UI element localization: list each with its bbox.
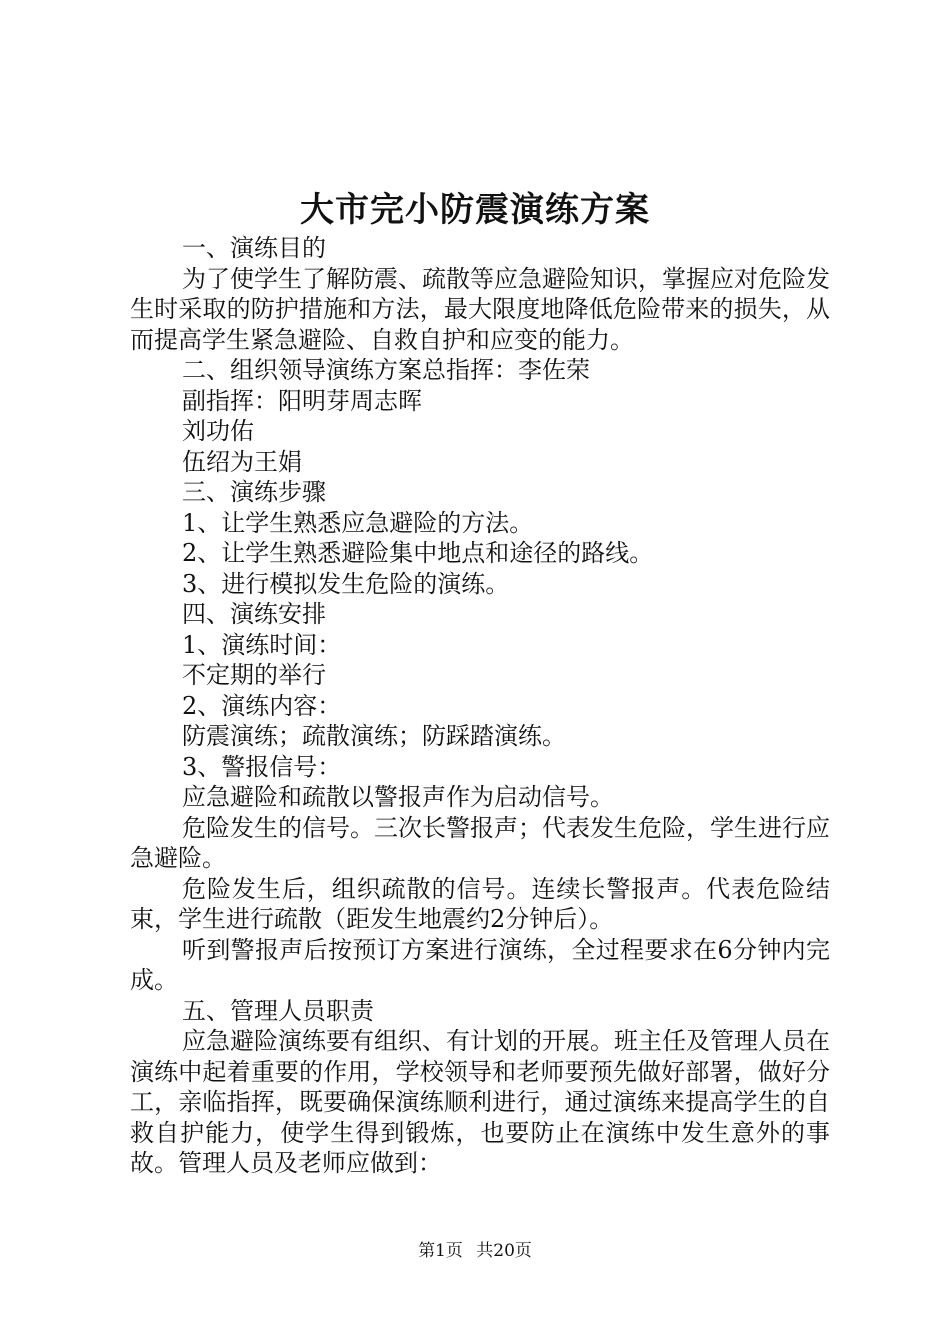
arrangement-time-value: 不定期的举行 xyxy=(182,661,326,689)
body-paragraph-purpose: 为了使学生了解防震、疏散等应急避险知识，掌握应对危险发生时采取的防护措施和方法，最大限度地降低危险带来的损失，从而提高学生紧急避险、自救自护和应变的能力。 xyxy=(130,264,830,354)
section-heading-organization: 二、组织领导演练方案总指挥：李佐荣 xyxy=(182,356,590,384)
arrangement-content-label: 2、演练内容： xyxy=(182,691,342,720)
document-title: 大市完小防震演练方案 xyxy=(300,190,650,230)
body-line-member-1: 刘功佑 xyxy=(182,417,254,445)
signal-danger-paragraph: 危险发生的信号。三次长警报声；代表发生危险，学生进行应急避险。 xyxy=(130,813,830,872)
signal-evacuate-paragraph: 危险发生后，组织疏散的信号。连续长警报声。代表危险结束，学生进行疏散（距发生地震约2分钟后）。 xyxy=(130,874,830,933)
body-line-deputy: 副指挥：阳明芽周志晖 xyxy=(182,386,422,415)
section-heading-steps: 三、演练步骤 xyxy=(182,478,326,506)
document-body xyxy=(130,233,830,1179)
section-heading-arrangement: 四、演练安排 xyxy=(182,600,326,628)
arrangement-signal-desc: 应急避险和疏散以警报声作为启动信号。 xyxy=(182,783,614,811)
step-item-1: 1、让学生熟悉应急避险的方法。 xyxy=(182,508,534,537)
arrangement-content-value: 防震演练；疏散演练；防踩踏演练。 xyxy=(182,722,566,750)
arrangement-time-label: 1、演练时间： xyxy=(182,630,342,659)
step-item-3: 3、进行模拟发生危险的演练。 xyxy=(182,569,510,598)
section-heading-duties: 五、管理人员职责 xyxy=(182,996,374,1025)
signal-timing-paragraph: 听到警报声后按预订方案进行演练，全过程要求在6分钟内完成。 xyxy=(130,935,830,994)
page-total: 共20页 xyxy=(476,1241,532,1261)
page-footer xyxy=(0,1240,950,1262)
arrangement-signal-label: 3、警报信号： xyxy=(182,752,342,781)
section-heading-purpose: 一、演练目的 xyxy=(182,234,326,262)
step-item-2: 2、让学生熟悉避险集中地点和途径的路线。 xyxy=(182,539,654,567)
page-number: 第1页 xyxy=(418,1241,463,1261)
body-line-member-2: 伍绍为王娟 xyxy=(182,447,302,476)
body-paragraph-duties: 应急避险演练要有组织、有计划的开展。班主任及管理人员在演练中起着重要的作用，学校领导和老师要预先做好部署，做好分工，亲临指挥，既要确保演练顺利进行，通过演练来提高学生的自救自护能力，使学生得到锻炼，也要防止在演练中发生意外的事故。管理人员及老师应做到： xyxy=(130,1027,830,1177)
